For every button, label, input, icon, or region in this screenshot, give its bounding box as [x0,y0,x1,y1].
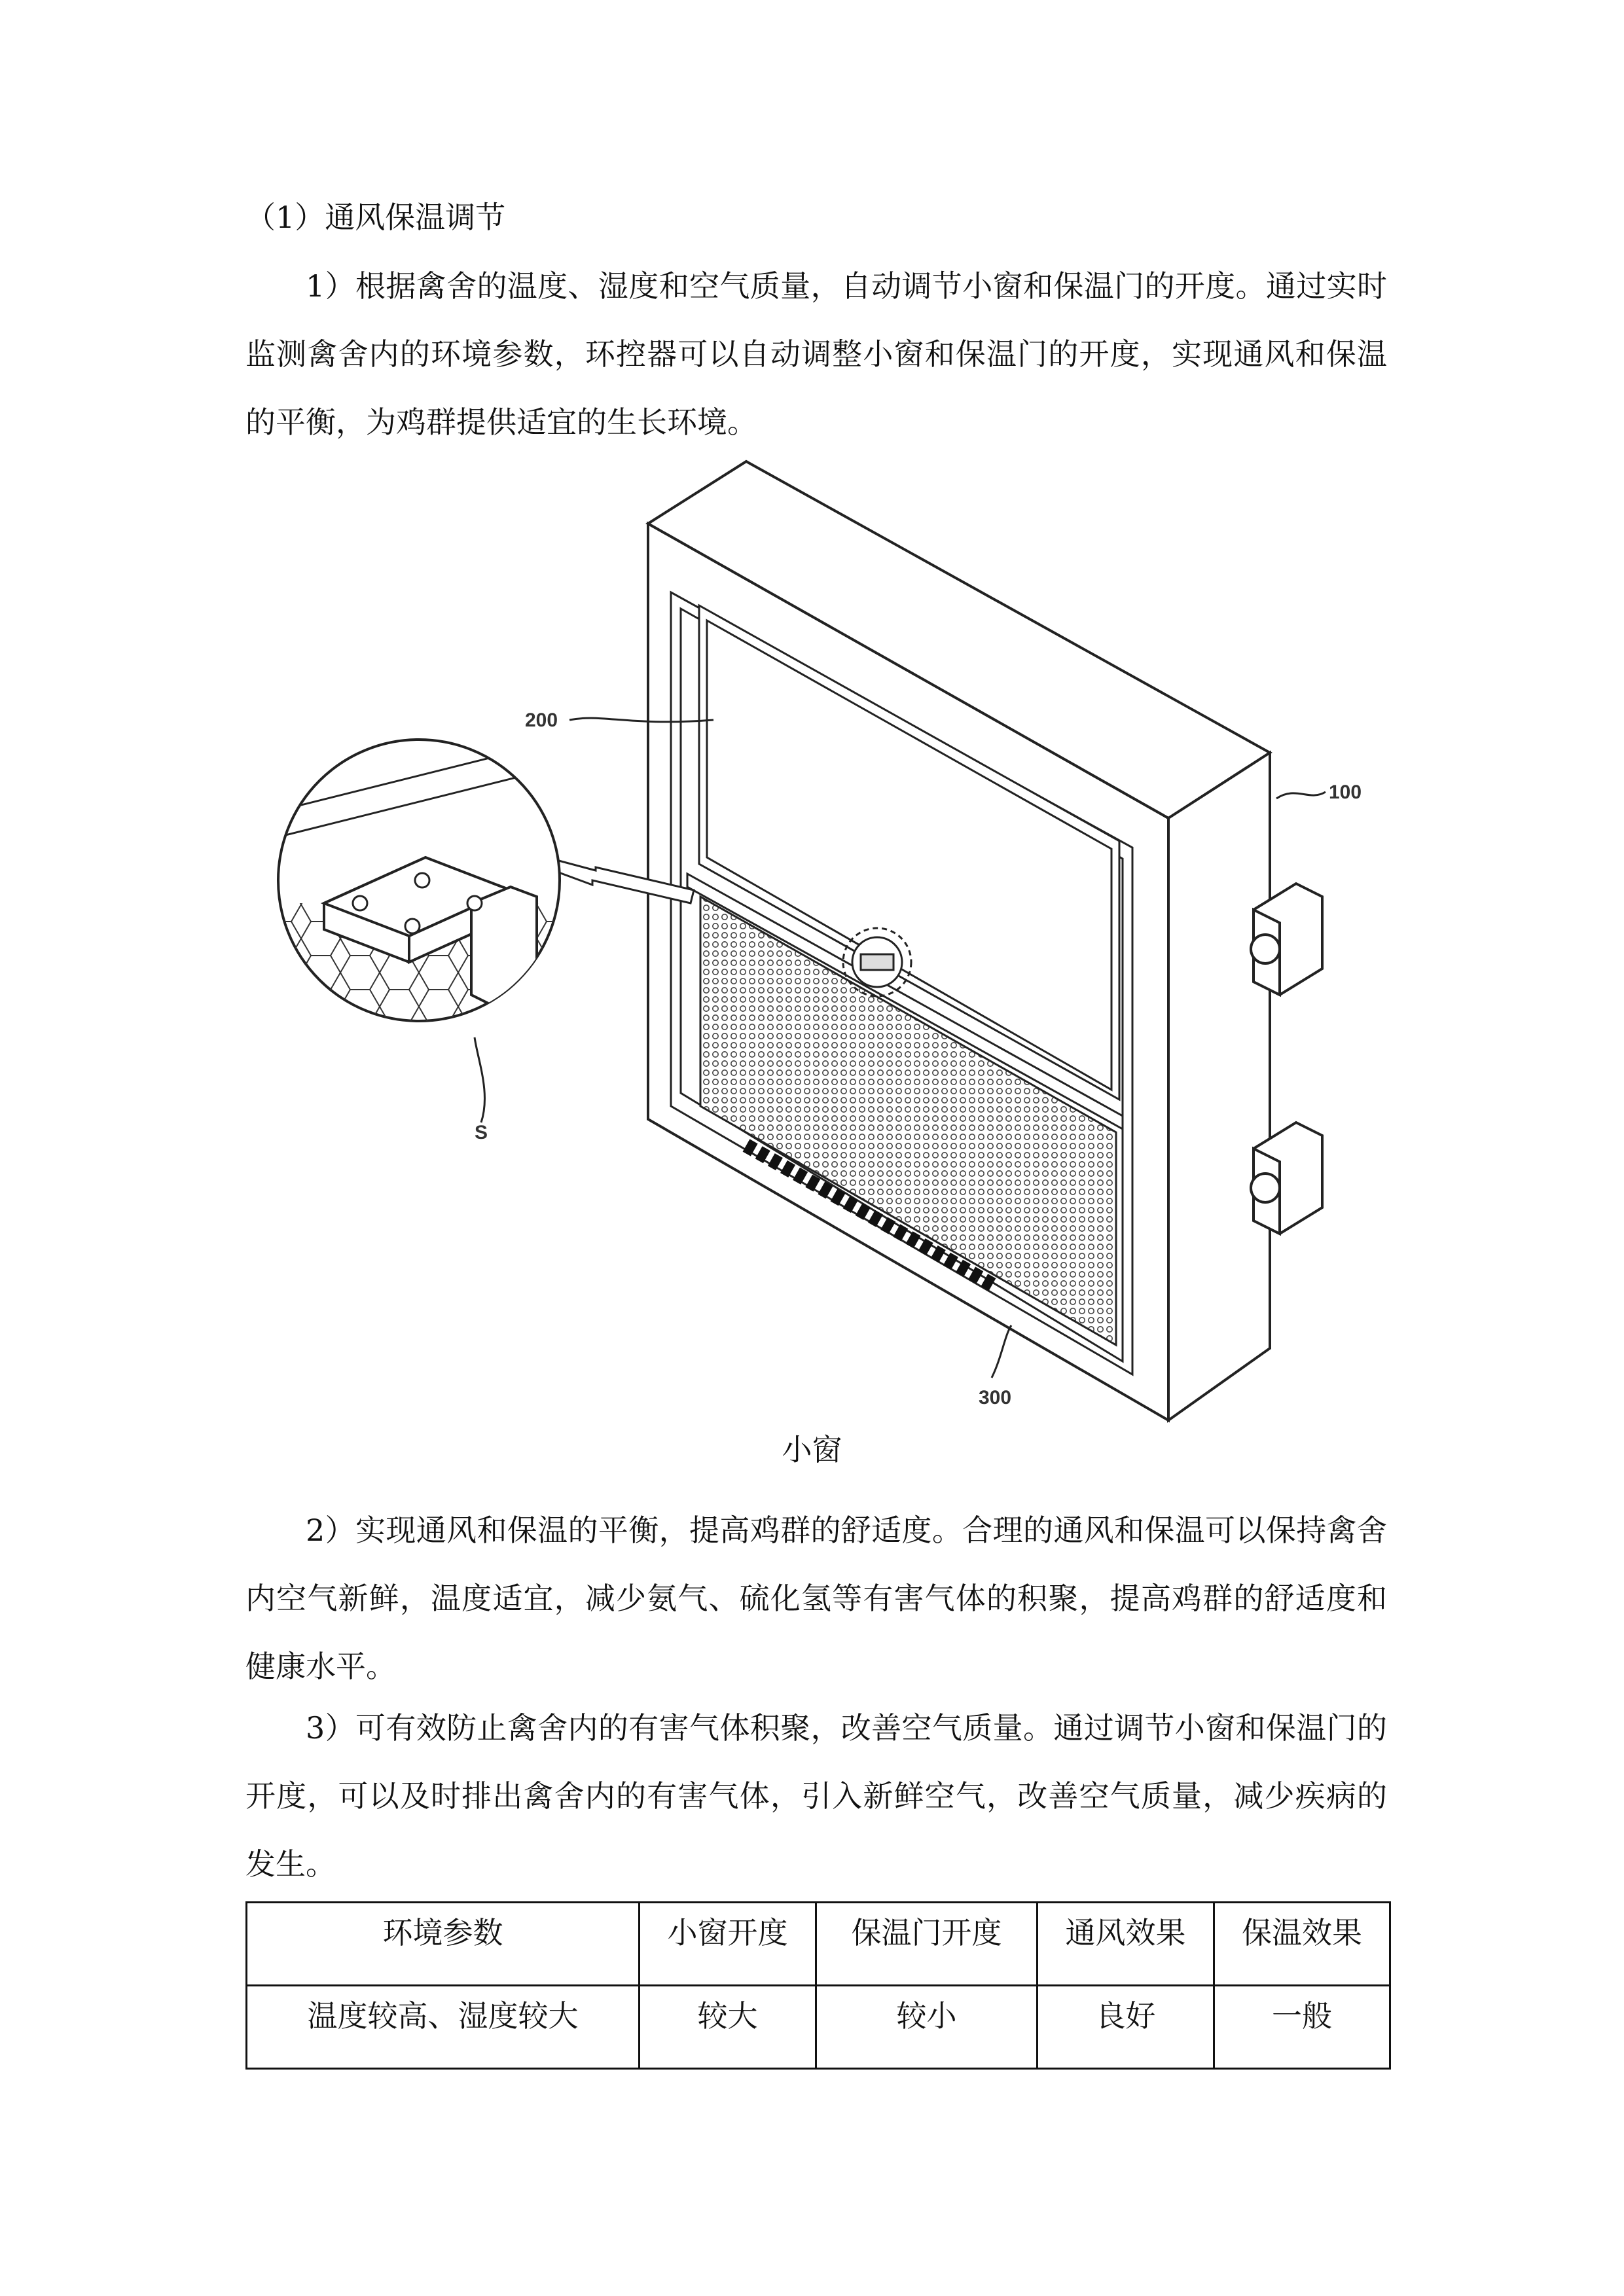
figure-caption: 小窗 [782,1432,842,1467]
parameter-table [245,1901,1391,2070]
window-figure [262,445,1388,1440]
paragraph-3: 3）可有效防止禽舍内的有害气体积聚，改善空气质量。通过调节小窗和保温门的开度，可以及时排出禽舍内的有害气体，引入新鲜空气，改善空气质量，减少疾病的发生。 [245,1710,1387,1882]
detail-circle [275,740,563,1073]
label-100: 100 [1329,781,1362,803]
cell-env-param: 温度较高、湿度较大 [247,1986,640,2069]
label-300: 300 [979,1387,1012,1408]
parameter-table-wrap [245,1901,1391,2070]
header-ventilation-effect: 通风效果 [1038,1903,1214,1986]
header-env-param: 环境参数 [247,1903,640,1986]
header-door-opening: 保温门开度 [816,1903,1038,1986]
paragraph-2: 2）实现通风和保温的平衡，提高鸡群的舒适度。合理的通风和保温可以保持禽舍内空气新鲜，温度适宜，减少氨气、硫化氢等有害气体的积聚，提高鸡群的舒适度和健康水平。 [245,1513,1387,1684]
table-header-row [247,1903,1390,1986]
cell-window-opening: 较大 [640,1986,816,2069]
section-heading: （1）通风保温调节 [245,200,506,235]
header-window-opening: 小窗开度 [640,1903,816,1986]
table-row [247,1986,1390,2069]
window-diagram [262,445,1388,1440]
cell-insulation-effect: 一般 [1214,1986,1390,2069]
paragraph-1: 1）根据禽舍的温度、湿度和空气质量，自动调节小窗和保温门的开度。通过实时监测禽舍内的环境参数，环控器可以自动调整小窗和保温门的开度，实现通风和保温的平衡，为鸡群提供适宜的生长环境。 [245,268,1387,440]
cell-door-opening: 较小 [816,1986,1038,2069]
cell-ventilation-effect: 良好 [1038,1986,1214,2069]
label-s: S [475,1122,488,1143]
header-insulation-effect: 保温效果 [1214,1903,1390,1986]
frame-side-face [1168,753,1270,1420]
label-200: 200 [525,709,558,731]
